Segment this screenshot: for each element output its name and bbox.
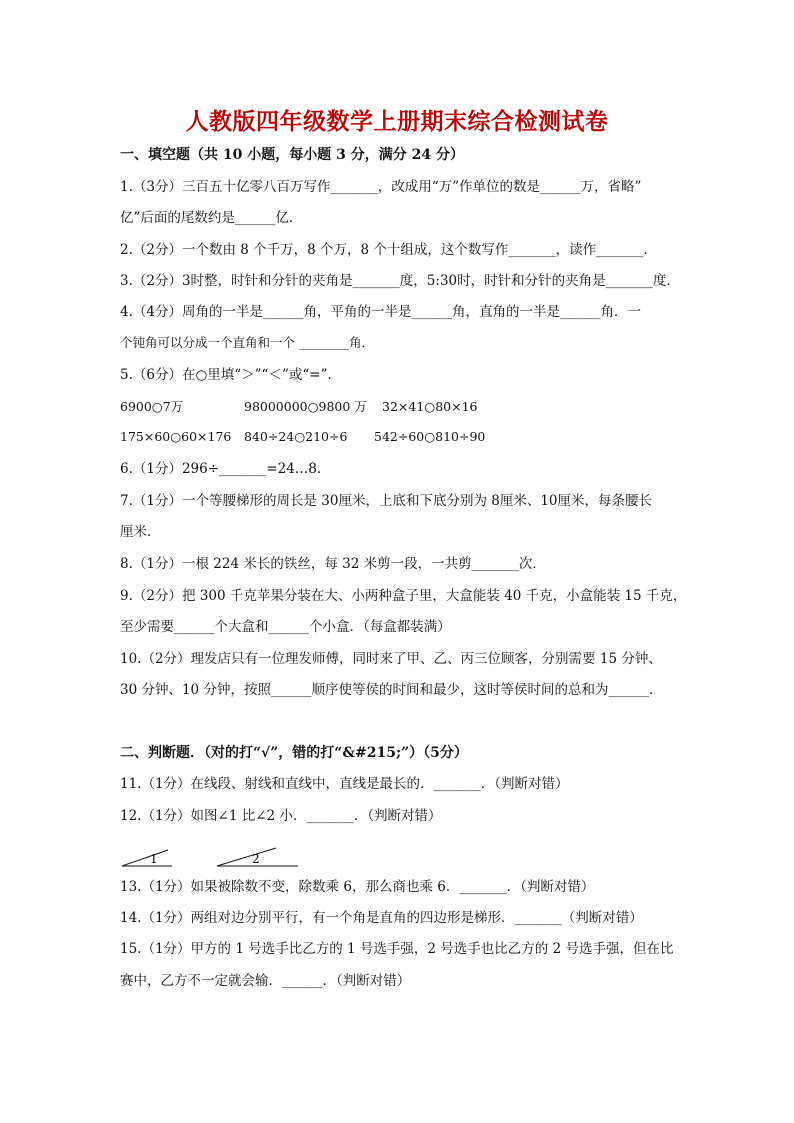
compare-item: 542÷60○810÷90 — [374, 429, 486, 444]
question-3: 3.（2分）3时整，时针和分针的夹角是_______度，5:30时，时针和分针的夹角是_______度． — [120, 273, 680, 289]
question-10-line-1: 10.（2分）理发店只有一位理发师傅，同时来了甲、乙、丙三位顾客，分别需要 15 分钟、 — [120, 651, 662, 667]
question-1-line-2: 亿”后面的尾数约是______亿． — [120, 210, 303, 226]
section-fill-blank-heading: 一、填空题（共 10 小题，每小题 3 分，满分 24 分） — [120, 147, 464, 163]
question-2: 2.（2分）一个数由 8 个千万，8 个万，8 个十组成，这个数写作_______，读作_______． — [120, 242, 657, 258]
question-5-compare-row-1 — [120, 398, 680, 416]
angle-figure — [120, 846, 320, 870]
question-8: 8.（1分）一根 224 米长的铁丝，每 32 米剪一段，一共剪_______次． — [120, 556, 546, 572]
question-10-line-2: 30 分钟、10 分钟，按照______顺序使等侯的时间和最少，这时等侯时间的总和为______． — [120, 682, 663, 698]
question-13: 13.（1分）如果被除数不变，除数乘 6，那么商也乘 6．_______．（判断对错） — [120, 879, 595, 895]
question-12: 12.（1分）如图∠1 比∠2 小．_______．（判断对错） — [120, 808, 442, 824]
question-5-line-1: 5.（6分）在○里填“＞”“＜”或“=”． — [120, 367, 341, 383]
question-1-line-1: 1.（3分）三百五十亿零八百万写作_______，改成用“万”作单位的数是______万，省略” — [120, 179, 642, 195]
question-15-line-2: 赛中，乙方不一定就会输．______．（判断对错） — [120, 973, 411, 989]
question-15-line-1: 15.（1分）甲方的 1 号选手比乙方的 1 号选手强，2 号选手也比乙方的 2 号选手强，但在比 — [120, 941, 674, 957]
question-9-line-1: 9.（2分）把 300 千克苹果分装在大、小两种盒子里，大盒能装 40 千克，小盒能装 15 千克， — [120, 588, 687, 604]
angle-2-figure — [217, 848, 298, 866]
angle-2-label: 2 — [252, 852, 260, 866]
angle-1-figure — [122, 850, 172, 866]
question-11: 11.（1分）在线段、射线和直线中，直线是最长的．_______．（判断对错） — [120, 776, 569, 792]
question-7-line-2: 厘米． — [120, 524, 161, 540]
question-4-line-1: 4.（4分）周角的一半是______角，平角的一半是______角，直角的一半是______角．一 — [120, 304, 641, 320]
question-5-compare-row-2 — [120, 428, 680, 446]
compare-item: 840÷24○210÷6 — [244, 429, 348, 444]
page-title: 人教版四年级数学上册期末综合检测试卷 — [185, 108, 609, 135]
question-7-line-1: 7.（1分）一个等腰梯形的周长是 30厘米，上底和下底分别为 8厘米、10厘米，每条腰长 — [120, 493, 652, 509]
angle-1-label: 1 — [150, 852, 158, 866]
question-6: 6.（1分）296÷_______=24…8． — [120, 461, 331, 477]
question-9-line-2: 至少需要______个大盒和______个小盒．（每盒都装满） — [120, 619, 451, 635]
compare-item: 98000000○9800 万 — [244, 399, 367, 414]
compare-item: 175×60○60×176 — [120, 429, 232, 444]
section-true-false-heading: 二、判断题．（对的打“√”，错的打“&#215;”）（5分） — [120, 745, 468, 761]
compare-item: 6900○7万 — [120, 399, 184, 414]
compare-item: 32×41○80×16 — [382, 399, 478, 414]
question-4-line-2: 个钝角可以分成一个直角和一个 ________角． — [120, 335, 374, 350]
question-14: 14.（1分）两组对边分别平行，有一个角是直角的四边形是梯形．_______（判断对错） — [120, 910, 643, 926]
